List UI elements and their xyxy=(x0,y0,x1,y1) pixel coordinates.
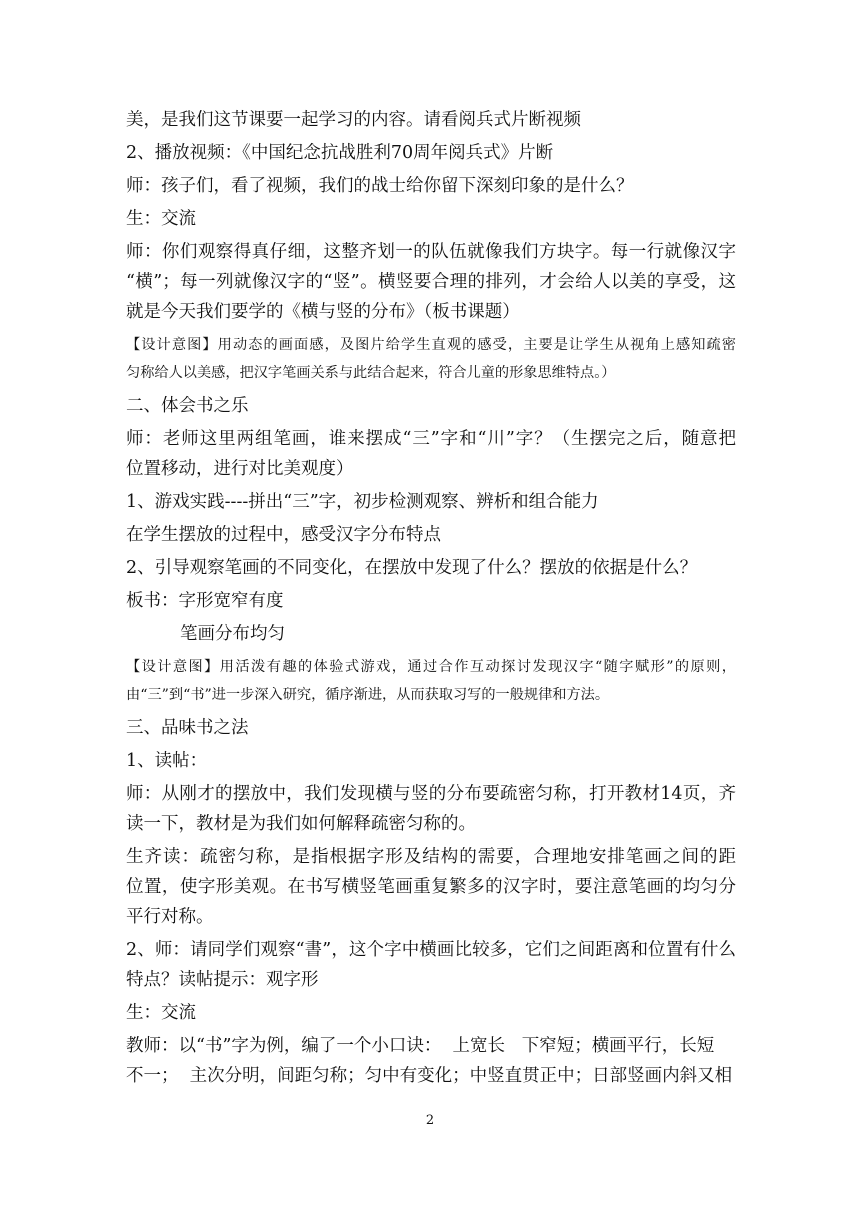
text-line: 位置移动，进行对比美观度） xyxy=(126,459,354,479)
text-line: 师：老师这里两组笔画，谁来摆成“三”字和“川”字？（生摆完之后，随意把 xyxy=(126,429,736,449)
section-heading: 二、体会书之乐 xyxy=(126,396,249,416)
design-intent-note: 【设计意图】用动态的画面感，及图片给学生直观的感受，主要是让学生从视角上感知疏密 xyxy=(126,337,736,353)
text-line: 生齐读：疏密匀称，是指根据字形及结构的需要，合理地安排笔画之间的距 xyxy=(126,847,736,867)
text-line: 师：你们观察得真仔细，这整齐划一的队伍就像我们方块字。每一行就像汉字 xyxy=(126,242,736,262)
text-line: 美，是我们这节课要一起学习的内容。请看阅兵式片断视频 xyxy=(126,110,581,130)
board-writing: 板书：字形宽窄有度 xyxy=(126,591,284,611)
board-writing: 笔画分布均匀 xyxy=(180,624,285,644)
section-heading: 三、品味书之法 xyxy=(126,718,249,738)
text-line: 1、游戏实践----拼出“三”字，初步检测观察、辨析和组合能力 xyxy=(126,492,599,512)
text-line: 读一下，教材是为我们如何解释疏密匀称的。 xyxy=(126,814,476,834)
design-intent-note: 由“三”到“书”进一步深入研究，循序渐进，从而获取习写的一般规律和方法。 xyxy=(126,687,610,703)
text-line: 生：交流 xyxy=(126,1003,196,1023)
text-line: 教师：以“书”字为例，编了一个小口诀： 上宽长 下窄短；横画平行，长短 xyxy=(126,1036,715,1056)
text-line: 2、师：请同学们观察“書”，这个字中横画比较多，它们之间距离和位置有什么 xyxy=(126,940,736,960)
text-line: 师：从刚才的摆放中，我们发现横与竖的分布要疏密匀称，打开教材14页，齐 xyxy=(126,784,736,804)
text-line: 就是今天我们要学的《横与竖的分布》（板书课题） xyxy=(126,302,520,322)
text-line: 1、读帖： xyxy=(126,751,208,771)
text-line: 特点？读帖提示：观字形 xyxy=(126,970,319,990)
page-number: 2 xyxy=(425,1113,435,1128)
text-line: “横”；每一列就像汉字的“竖”。横竖要合理的排列，才会给人以美的享受，这 xyxy=(126,272,736,292)
text-line: 在学生摆放的过程中，感受汉字分布特点 xyxy=(126,525,441,545)
text-line: 师：孩子们，看了视频，我们的战士给你留下深刻印象的是什么？ xyxy=(126,176,634,196)
text-line: 2、播放视频：《中国纪念抗战胜利70周年阅兵式》片断 xyxy=(126,143,554,163)
text-line: 2、引导观察笔画的不同变化，在摆放中发现了什么？摆放的依据是什么？ xyxy=(126,558,698,578)
text-line: 不一； 主次分明，间距匀称；匀中有变化；中竖直贯正中；日部竖画内斜又相 xyxy=(126,1066,733,1086)
text-line: 位置，使字形美观。在书写横竖笔画重复繁多的汉字时，要注意笔画的均匀分 xyxy=(126,877,736,897)
design-intent-note: 【设计意图】用活泼有趣的体验式游戏，通过合作互动探讨发现汉字“随字赋形”的原则， xyxy=(126,659,736,675)
design-intent-note: 匀称给人以美感，把汉字笔画关系与此结合起来，符合儿童的形象思维特点。） xyxy=(126,365,616,381)
text-line: 生：交流 xyxy=(126,209,196,229)
text-line: 平行对称。 xyxy=(126,907,214,927)
